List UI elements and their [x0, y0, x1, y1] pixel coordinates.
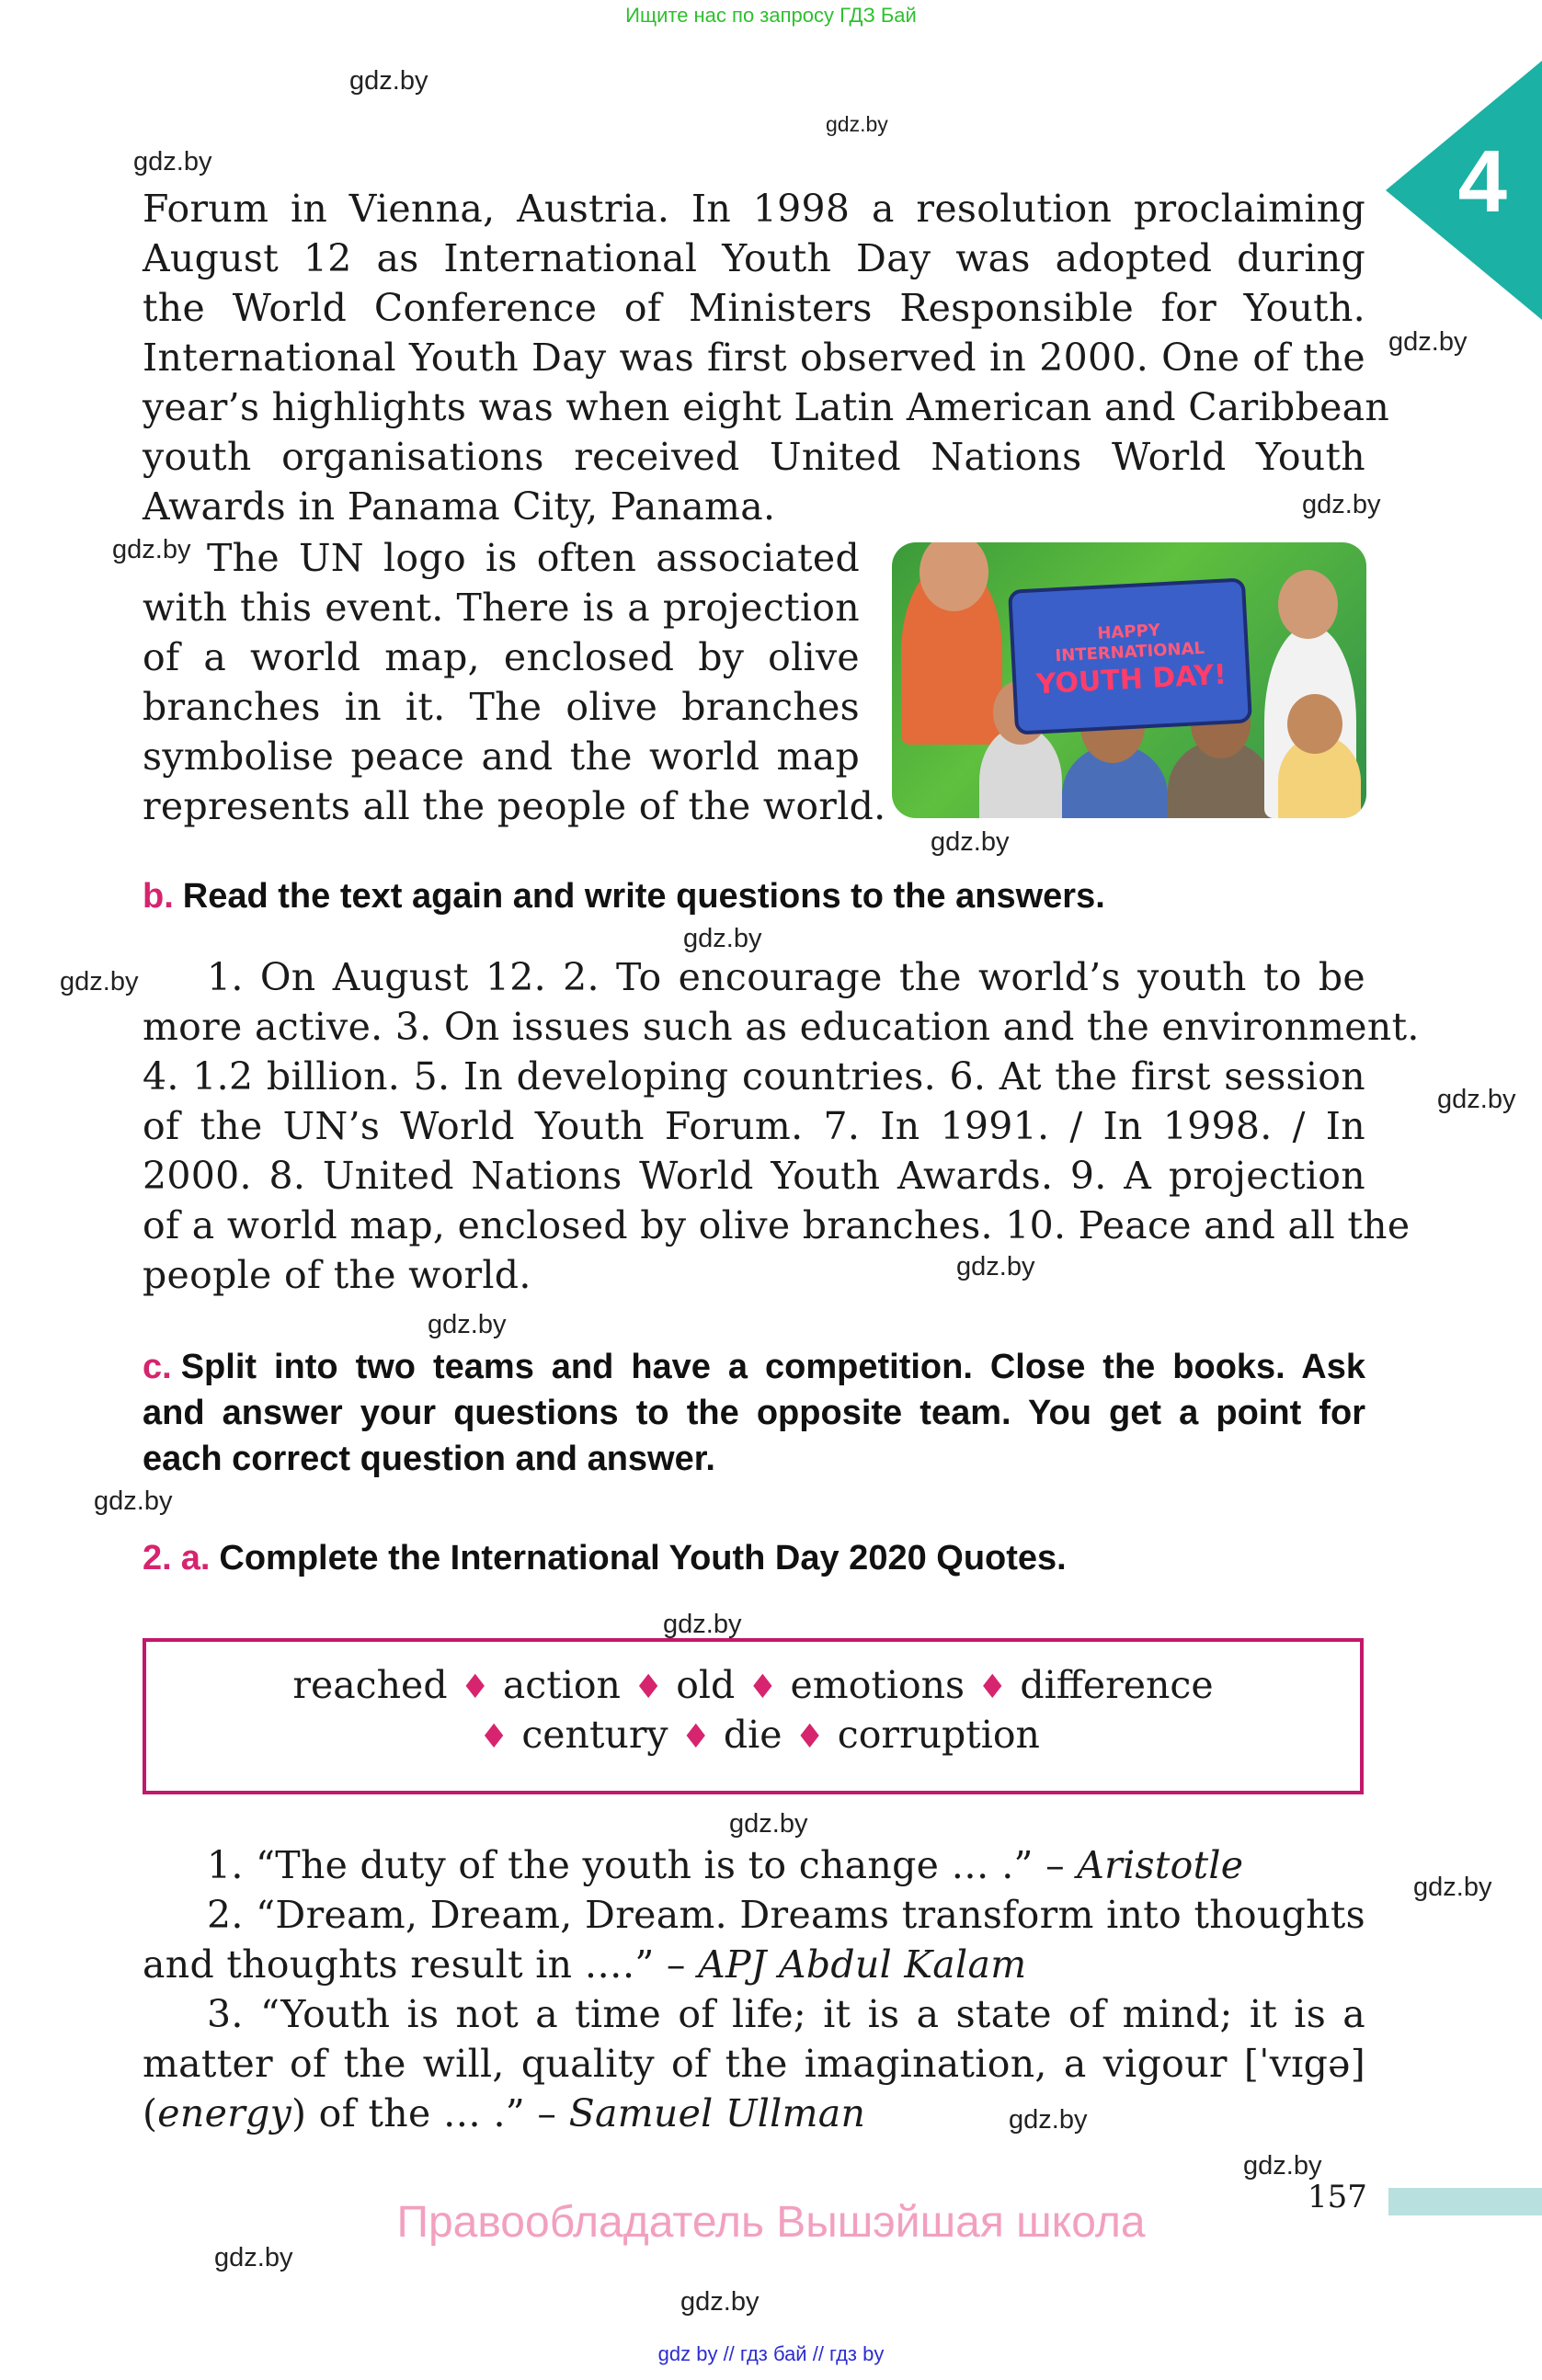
- watermark: gdz.by: [60, 967, 139, 996]
- bubble-text: [1013, 617, 1247, 704]
- quote-author: Samuel Ullman: [568, 2091, 866, 2135]
- word-item: die: [723, 1713, 782, 1757]
- task-c-line: and answer your questions to the opposite team. You get a point for: [143, 1394, 1365, 1432]
- watermark: gdz.by: [94, 1486, 173, 1516]
- watermark: gdz.by: [956, 1252, 1035, 1281]
- task-b-heading: [143, 873, 1105, 919]
- text-line: The UN logo is often associated: [207, 536, 860, 580]
- task-letter: a.: [180, 1539, 211, 1577]
- watermark: gdz.by: [1243, 2151, 1322, 2181]
- rights-holder: Правообладатель Вышэйшая школа: [396, 2198, 1146, 2247]
- person-head: [1278, 570, 1338, 639]
- top-banner[interactable]: Ищите нас по запросу ГДЗ Бай: [625, 4, 917, 27]
- quote-text: and thoughts result in ….” –: [143, 1942, 686, 1987]
- task-letter: b.: [143, 877, 174, 916]
- answer-line: people of the world.: [143, 1253, 531, 1297]
- watermark: gdz.by: [729, 1809, 808, 1839]
- quote-line: 2. “Dream, Dream, Dream. Dreams transform into thoughts: [207, 1893, 1365, 1937]
- person-head: [1287, 694, 1342, 754]
- answer-line: 2000. 8. United Nations World Youth Awards. 9. A projection: [143, 1154, 1365, 1198]
- task-2a-heading: [143, 1535, 1067, 1581]
- text-line: Forum in Vienna, Austria. In 1998 a resolution proclaiming: [143, 187, 1365, 231]
- youth-day-photo: [892, 542, 1366, 818]
- watermark: gdz.by: [349, 66, 428, 96]
- watermark: gdz.by: [1437, 1085, 1516, 1114]
- word-item: emotions: [790, 1663, 965, 1707]
- page-number: 157: [1308, 2179, 1367, 2215]
- word-box-row: [146, 1660, 1360, 1713]
- watermark: gdz.by: [826, 112, 888, 136]
- quote-line: [143, 1840, 1365, 1890]
- word-item: reached: [292, 1663, 448, 1707]
- word-item: century: [521, 1713, 668, 1757]
- watermark: gdz.by: [112, 535, 191, 564]
- text-line: branches in it. The olive branches: [143, 685, 860, 729]
- diamond-icon: ♦: [680, 1718, 711, 1756]
- text-line: of a world map, enclosed by olive: [143, 635, 860, 679]
- answer-line: 4. 1.2 billion. 5. In developing countries. 6. At the first session: [143, 1054, 1365, 1099]
- diamond-icon: ♦: [479, 1718, 509, 1756]
- answer-line: of a world map, enclosed by olive branches. 10. Peace and all the: [143, 1203, 1411, 1247]
- answers-paragraph: [143, 952, 1420, 1300]
- watermark: gdz.by: [931, 827, 1010, 857]
- diamond-icon: ♦: [794, 1718, 825, 1756]
- word-box-row: [146, 1710, 1360, 1762]
- text-line: represents all the people of the world.: [143, 784, 886, 828]
- watermark: gdz.by: [1009, 2105, 1088, 2135]
- text-line: with this event. There is a projection: [143, 586, 860, 630]
- answer-line: more active. 3. On issues such as education and the environment.: [143, 1005, 1420, 1049]
- word-item: corruption: [837, 1713, 1040, 1757]
- watermark: gdz.by: [1388, 327, 1468, 357]
- text-paragraph-logo: [143, 533, 886, 831]
- quote-gloss: energy: [157, 2091, 292, 2135]
- quote-text: ) of the … .” –: [291, 2091, 557, 2135]
- task-c-heading: [143, 1344, 1365, 1482]
- word-item: action: [502, 1663, 621, 1707]
- quote-line: [143, 2089, 1365, 2138]
- diamond-icon: ♦: [977, 1668, 1008, 1706]
- text-paragraph-intro: [143, 184, 1390, 531]
- diamond-icon: ♦: [460, 1668, 490, 1706]
- task-c-line: [143, 1344, 1365, 1390]
- watermark: gdz.by: [683, 924, 762, 953]
- task-text: Complete the International Youth Day 2020 Quotes.: [219, 1539, 1067, 1577]
- text-line: August 12 as International Youth Day was adopted during: [143, 236, 1365, 280]
- bubble-line-youth-day: YOUTH DAY!: [1034, 658, 1228, 701]
- watermark: gdz.by: [680, 2287, 760, 2317]
- text-line: Awards in Panama City, Panama.: [143, 484, 776, 529]
- text-line: year’s highlights was when eight Latin American and Caribbean: [143, 385, 1390, 429]
- chapter-number: 4: [1457, 132, 1507, 231]
- quotes-block: [143, 1840, 1365, 2138]
- bubble-line-international: INTERNATIONAL: [1055, 638, 1205, 666]
- watermark: gdz.by: [663, 1610, 742, 1639]
- bubble-line-happy: HAPPY: [1096, 621, 1161, 643]
- footer-links[interactable]: gdz by // гдз бай // гдз by: [657, 2342, 885, 2365]
- quote-line: matter of the will, quality of the imagination, a vigour [ˈvɪgə]: [143, 2042, 1365, 2086]
- speech-bubble: [1008, 577, 1252, 734]
- diamond-icon: ♦: [633, 1668, 664, 1706]
- quote-author: Aristotle: [1077, 1843, 1244, 1887]
- task-text: Split into two teams and have a competition. Close the books. Ask: [180, 1348, 1365, 1386]
- diamond-icon: ♦: [748, 1668, 778, 1706]
- word-box: [143, 1638, 1364, 1794]
- watermark: gdz.by: [214, 2243, 293, 2272]
- quote-line: 3. “Youth is not a time of life; it is a state of mind; it is a: [207, 1992, 1365, 2036]
- quote-author: APJ Abdul Kalam: [698, 1942, 1027, 1987]
- watermark: gdz.by: [428, 1310, 507, 1339]
- task-c-line: each correct question and answer.: [143, 1440, 715, 1478]
- watermark: gdz.by: [1302, 490, 1381, 519]
- task-letter: c.: [143, 1348, 172, 1386]
- quote-text: (: [143, 2091, 158, 2135]
- watermark: gdz.by: [133, 147, 212, 177]
- quote-line: [143, 1940, 1365, 1989]
- watermark: gdz.by: [1413, 1873, 1492, 1902]
- answer-line: 1. On August 12. 2. To encourage the world’s youth to be: [207, 955, 1365, 999]
- word-item: difference: [1020, 1663, 1214, 1707]
- text-line: symbolise peace and the world map: [143, 734, 860, 779]
- word-item: old: [676, 1663, 736, 1707]
- quote-text: 1. “The duty of the youth is to change … .” –: [207, 1843, 1065, 1887]
- text-line: International Youth Day was first observed in 2000. One of the: [143, 336, 1365, 380]
- text-line: youth organisations received United Nations World Youth: [143, 435, 1365, 479]
- task-text: Read the text again and write questions to the answers.: [182, 877, 1105, 916]
- text-line: the World Conference of Ministers Responsible for Youth.: [143, 286, 1365, 330]
- task-number: 2.: [143, 1539, 172, 1577]
- answer-line: of the UN’s World Youth Forum. 7. In 1991. / In 1998. / In: [143, 1104, 1365, 1148]
